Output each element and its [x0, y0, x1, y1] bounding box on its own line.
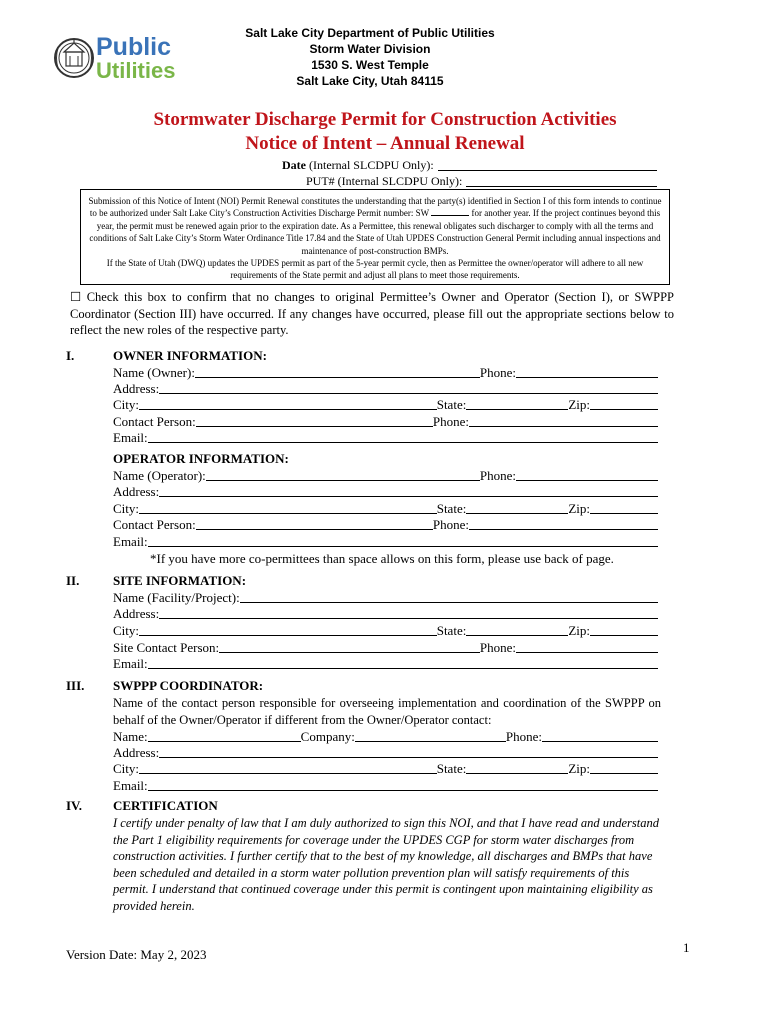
site-city-row [113, 623, 658, 639]
owner-contact-phone-label: Phone: [432, 414, 469, 429]
site-zip-input[interactable] [590, 623, 658, 636]
owner-city-label: City: [113, 397, 140, 412]
swppp-email-row [113, 778, 658, 794]
site-phone-input[interactable] [516, 640, 658, 653]
operator-name-input[interactable] [206, 468, 480, 481]
site-contact-input[interactable] [219, 640, 480, 653]
site-zip-label: Zip: [568, 623, 590, 638]
owner-email-label: Email: [113, 430, 148, 445]
permit-number-blank[interactable] [431, 207, 469, 216]
operator-phone-input[interactable] [516, 468, 658, 481]
owner-contact-phone-input[interactable] [469, 414, 658, 427]
put-label: PUT# (Internal SLCDPU Only): [306, 174, 463, 188]
operator-city-label: City: [113, 501, 140, 516]
swppp-address-input[interactable] [159, 745, 658, 758]
swppp-email-label: Email: [113, 778, 148, 793]
section-2-number: II. [66, 573, 80, 588]
agency-name: Salt Lake City Department of Public Utilities [245, 26, 495, 40]
operator-state-label: State: [436, 501, 467, 516]
swppp-name-input[interactable] [148, 729, 301, 742]
operator-contact-label: Contact Person: [113, 517, 196, 532]
owner-phone-input[interactable] [516, 365, 658, 378]
swppp-phone-label: Phone: [505, 729, 542, 744]
site-address-input[interactable] [159, 606, 658, 619]
site-city-input[interactable] [139, 623, 437, 636]
internal-put-field[interactable] [306, 174, 657, 189]
division-name: Storm Water Division [309, 42, 431, 56]
operator-state-input[interactable] [466, 501, 568, 514]
form-title: Stormwater Discharge Permit for Construction Activities [153, 109, 617, 130]
site-phone-label: Phone: [479, 640, 516, 655]
renewal-terms-box [80, 189, 670, 285]
owner-name-label: Name (Owner): [113, 365, 195, 380]
owner-city-input[interactable] [139, 397, 437, 410]
date-label-bold: Date [282, 158, 306, 172]
renewal-terms-part1: Submission of this Notice of Intent (NOI) Permit Renewal constitutes the understanding that the party(s) identified in Section I of this form intends to continue to be authorized under Salt Lake City’s Construction Activities Discharge Permit number: SW [88, 196, 662, 219]
street-address: 1530 S. West Temple [311, 58, 429, 72]
owner-name-input[interactable] [195, 365, 480, 378]
owner-contact-row [113, 414, 658, 430]
operator-address-input[interactable] [159, 484, 658, 497]
owner-zip-input[interactable] [590, 397, 658, 410]
site-name-label: Name (Facility/Project): [113, 590, 240, 605]
site-contact-label: Site Contact Person: [113, 640, 220, 655]
section-1-number: I. [66, 348, 75, 363]
swppp-description: Name of the contact person responsible for overseeing implementation and coordination of the SWPPP on behalf of the Owner/Operator if different from the Owner/Operator contact: [113, 696, 661, 727]
operator-zip-input[interactable] [590, 501, 658, 514]
section-1-title: OWNER INFORMATION: [113, 348, 267, 363]
form-subtitle: Notice of Intent – Annual Renewal [245, 133, 525, 154]
city-seal-icon [52, 30, 96, 86]
section-4-title: CERTIFICATION [113, 798, 218, 813]
swppp-zip-label: Zip: [568, 761, 590, 776]
owner-contact-input[interactable] [196, 414, 433, 427]
swppp-state-input[interactable] [466, 761, 568, 774]
swppp-email-input[interactable] [148, 778, 658, 791]
operator-zip-label: Zip: [568, 501, 590, 516]
swppp-name-label: Name: [113, 729, 148, 744]
site-city-label: City: [113, 623, 140, 638]
internal-date-field[interactable] [282, 158, 657, 173]
operator-phone-label: Phone: [479, 468, 516, 483]
owner-phone-label: Phone: [479, 365, 516, 380]
operator-contact-phone-input[interactable] [469, 517, 658, 530]
site-email-row [113, 656, 658, 672]
swppp-city-row [113, 761, 658, 777]
operator-name-row [113, 468, 658, 484]
operator-email-label: Email: [113, 534, 148, 549]
copermittee-note: *If you have more co-permittees than space allows on this form, please use back of page. [150, 551, 614, 566]
site-state-input[interactable] [466, 623, 568, 636]
date-label: (Internal SLCDPU Only): [309, 158, 434, 172]
owner-name-row [113, 365, 658, 381]
version-date: Version Date: May 2, 2023 [66, 947, 207, 962]
section-3-title: SWPPP COORDINATOR: [113, 678, 264, 693]
operator-title: OPERATOR INFORMATION: [113, 451, 289, 466]
swppp-address-row [113, 745, 658, 761]
logo-word-public: Public [96, 33, 172, 61]
swppp-company-input[interactable] [355, 729, 506, 742]
owner-city-row [113, 397, 658, 413]
owner-contact-label: Contact Person: [113, 414, 196, 429]
logo [52, 30, 187, 86]
logo-word-utilities: Utilities [96, 58, 176, 83]
owner-state-label: State: [436, 397, 467, 412]
site-contact-row [113, 640, 658, 656]
site-email-label: Email: [113, 656, 148, 671]
operator-address-label: Address: [113, 484, 160, 499]
site-name-input[interactable] [240, 590, 658, 603]
swppp-name-row [113, 729, 658, 745]
section-2-title: SITE INFORMATION: [113, 573, 247, 588]
swppp-company-label: Company: [300, 729, 355, 744]
operator-contact-phone-label: Phone: [432, 517, 469, 532]
site-address-row [113, 606, 658, 622]
operator-name-label: Name (Operator): [113, 468, 206, 483]
section-4-number: IV. [66, 798, 83, 813]
site-state-label: State: [436, 623, 467, 638]
swppp-state-label: State: [436, 761, 467, 776]
operator-contact-row [113, 517, 658, 533]
site-email-input[interactable] [148, 656, 658, 669]
owner-email-row [113, 430, 658, 446]
owner-email-input[interactable] [148, 430, 658, 443]
swppp-zip-input[interactable] [590, 761, 658, 774]
page-number: 1 [683, 940, 690, 955]
operator-city-input[interactable] [139, 501, 437, 514]
swppp-phone-input[interactable] [542, 729, 658, 742]
no-changes-checkbox[interactable]: ☐ Check this box to confirm that no changes to original Permittee’s Owner and Operator (Section I), or SWPPP Coordinator (Section III) have occurred. If any changes have occurred, please fill out the appropriate sections below to reflect the new roles of the respective party. [70, 290, 674, 337]
operator-contact-input[interactable] [196, 517, 433, 530]
swppp-address-label: Address: [113, 745, 160, 760]
owner-state-input[interactable] [466, 397, 568, 410]
owner-address-label: Address: [113, 381, 160, 396]
owner-zip-label: Zip: [568, 397, 590, 412]
swppp-city-label: City: [113, 761, 140, 776]
site-name-row [113, 590, 658, 606]
renewal-terms-part2: for another year. If the project continues beyond this year, the permit must be renewed again prior to the expiration date. As a Permittee, this renewal obligates such discharger to comply with all the terms and conditions of Salt Lake City’s Storm Water Ordinance Title 17.84 and the State of Utah UPDES Construction General Permit including annual inspections and maintenance of post-construction BMPs. [89, 208, 661, 256]
operator-address-row [113, 484, 658, 500]
owner-address-input[interactable] [159, 381, 658, 394]
section-3-number: III. [66, 678, 85, 693]
operator-email-row [113, 534, 658, 550]
operator-city-row [113, 501, 658, 517]
renewal-terms-state: If the State of Utah (DWQ) updates the UPDES permit as part of the 5-year permit cycle, then as Permittee the owner/operator will adhere to all new requirements of the State permit and adjust all plans to meet those requirements. [106, 258, 644, 281]
city-address: Salt Lake City, Utah 84115 [296, 74, 444, 88]
owner-address-row [113, 381, 658, 397]
site-address-label: Address: [113, 606, 160, 621]
swppp-city-input[interactable] [139, 761, 437, 774]
operator-email-input[interactable] [148, 534, 658, 547]
certification-text: I certify under penalty of law that I am duly authorized to sign this NOI, and that I have read and understand the Part 1 eligibility requirements for coverage under the UPDES CGP for storm water discharges from construction activities. I further certify that to the best of my knowledge, all discharges and BMPs that have been scheduled and detailed in a storm water pollution prevention plan will satisfy requirements of this permit. I understand that continued coverage under this permit is contingent upon maintaining eligibility as provided herein. [113, 816, 660, 913]
